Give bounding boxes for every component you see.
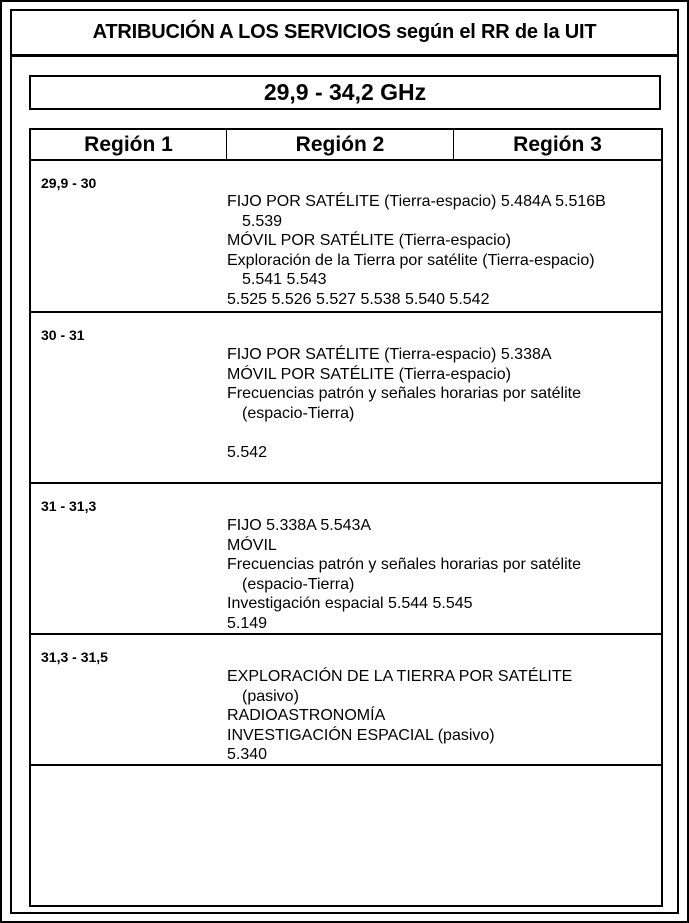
page-inner-frame	[10, 9, 679, 914]
page-title: ATRIBUCIÓN A LOS SERVICIOS según el RR de la UIT	[12, 11, 677, 57]
row-frequency-range: 31 - 31,3	[41, 498, 97, 514]
blank-line	[227, 423, 581, 443]
service-line: 5.149	[227, 614, 268, 632]
row-services	[227, 345, 581, 462]
service-line: 5.539	[242, 212, 283, 230]
row-frequency-range: 31,3 - 31,5	[41, 649, 108, 665]
allocation-table	[29, 128, 663, 907]
service-line: 5.541 5.543	[242, 271, 327, 288]
service-line: 5.525 5.526 5.527 5.538 5.540 5.542	[227, 290, 490, 308]
service-line: MÓVIL POR SATÉLITE (Tierra-espacio)	[227, 232, 511, 249]
row-services	[227, 667, 572, 765]
service-line: FIJO POR SATÉLITE (Tierra-espacio) 5.338A	[227, 346, 552, 363]
table-row	[31, 484, 661, 635]
service-line: (pasivo)	[242, 687, 299, 705]
row-frequency-range: 30 - 31	[41, 327, 85, 343]
column-header-region-3: Región 3	[454, 130, 661, 161]
service-line: 5.340	[227, 746, 268, 763]
service-line: FIJO 5.338A 5.543A	[227, 517, 372, 534]
row-services	[227, 516, 581, 633]
service-line: EXPLORACIÓN DE LA TIERRA POR SATÉLITE	[227, 668, 573, 685]
service-line: Frecuencias patrón y señales horarias por satélite	[227, 385, 581, 402]
service-line: Frecuencias patrón y señales horarias por satélite	[227, 556, 581, 573]
service-line: 5.542	[227, 443, 268, 461]
table-row	[31, 313, 661, 484]
table-row	[31, 161, 661, 313]
row-frequency-range: 29,9 - 30	[41, 175, 97, 191]
service-line: RADIOASTRONOMÍA	[227, 707, 386, 724]
service-line: FIJO POR SATÉLITE (Tierra-espacio) 5.484A 5.516B	[227, 193, 606, 210]
column-header-region-2: Región 2	[227, 130, 454, 161]
frequency-band-label: 29,9 - 34,2 GHz	[29, 75, 661, 110]
service-line: (espacio-Tierra)	[242, 404, 355, 422]
service-line: (espacio-Tierra)	[242, 575, 355, 593]
table-row	[31, 635, 661, 766]
service-line: INVESTIGACIÓN ESPACIAL (pasivo)	[227, 726, 495, 744]
row-services	[227, 192, 606, 309]
service-line: MÓVIL POR SATÉLITE (Tierra-espacio)	[227, 365, 511, 383]
service-line: Exploración de la Tierra por satélite (Tierra-espacio)	[227, 251, 595, 269]
service-line: MÓVIL	[227, 536, 277, 554]
column-header-region-1: Región 1	[31, 130, 227, 161]
service-line: Investigación espacial 5.544 5.545	[227, 595, 473, 612]
